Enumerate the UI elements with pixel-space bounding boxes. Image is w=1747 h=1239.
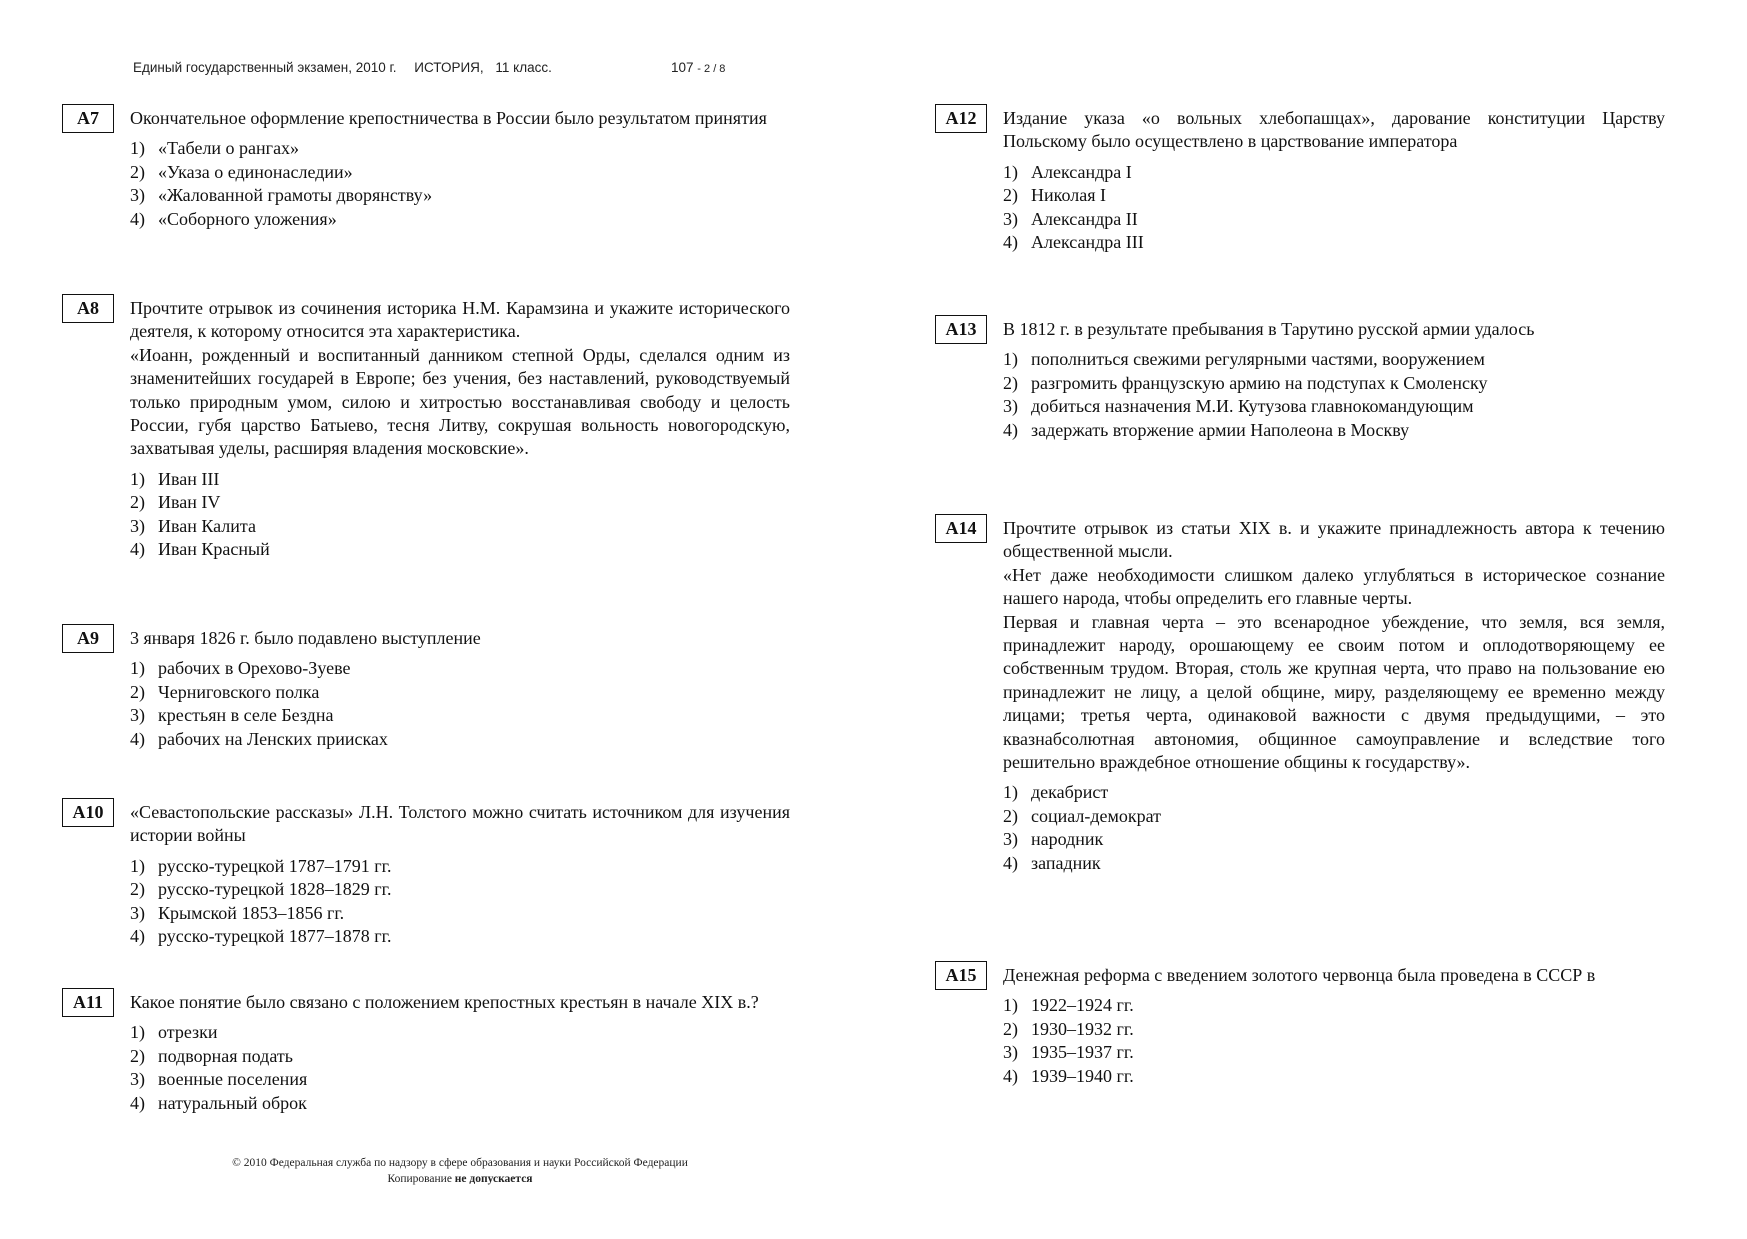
answer-options: [130, 1021, 790, 1115]
answer-option: 2) подворная подать: [130, 1045, 293, 1066]
task-a9: [62, 624, 790, 751]
answer-option: 1) рабочих в Орехово-Зуеве: [130, 658, 351, 679]
answer-option: 1) русско-турецкой 1787–1791 гг.: [130, 855, 392, 876]
question-text: 3 января 1826 г. было подавлено выступление: [130, 628, 481, 648]
task-number: A15: [935, 961, 987, 990]
task-a12: [935, 104, 1665, 254]
question-text: Окончательное оформление крепостничества в России было результатом принятия: [130, 108, 767, 128]
task-number: A9: [62, 624, 114, 653]
task-number: A7: [62, 104, 114, 133]
answer-options: [130, 855, 790, 949]
answer-option: 2) социал-демократ: [1003, 805, 1162, 826]
task-a8: [62, 294, 790, 561]
answer-option: 3) военные поселения: [130, 1069, 308, 1090]
answer-options: [130, 137, 790, 231]
exam-subject: ИСТОРИЯ,: [414, 60, 484, 75]
answer-option: 2) Николая I: [1003, 185, 1106, 206]
answer-option: 3) 1935–1937 гг.: [1003, 1042, 1134, 1063]
answer-option: 4) Александра III: [1003, 232, 1144, 253]
answer-options: [130, 657, 790, 751]
task-a14: [935, 514, 1665, 875]
answer-option: 4) задержать вторжение армии Наполеона в Москву: [1003, 419, 1410, 440]
task-number: A10: [62, 798, 114, 827]
answer-option: 4) «Соборного уложения»: [130, 208, 337, 229]
variant-code: 107: [671, 60, 694, 75]
answer-option: 3) народник: [1003, 829, 1104, 850]
answer-option: 2) «Указа о единонаследии»: [130, 161, 353, 182]
answer-options: [1003, 994, 1665, 1088]
answer-option: 3) крестьян в селе Бездна: [130, 705, 334, 726]
task-a10: [62, 798, 790, 948]
answer-option: 1) декабрист: [1003, 782, 1109, 803]
page-header: [133, 60, 726, 75]
answer-option: 4) западник: [1003, 852, 1101, 873]
answer-option: 1) Иван III: [130, 468, 220, 489]
answer-option: 3) Александра II: [1003, 208, 1138, 229]
answer-option: 3) Крымской 1853–1856 гг.: [130, 902, 345, 923]
answer-option: 2) Иван IV: [130, 492, 221, 513]
answer-option: 1) «Табели о рангах»: [130, 138, 300, 159]
quote-text: «Иоанн, рожденный и воспитанный данником степной Орды, сделался одним из знаменитейших государей в Европе; без учения, без наставлений, руководствуемый только природным умом, силою и хитростью восстанавливая свободу и целость России, губя царство Батыево, тесня Литву, сокрушая вольность новогородскую, захватывая уделы, расширяя владения московские».: [130, 344, 790, 459]
task-a7: [62, 104, 790, 231]
answer-option: 4) натуральный оброк: [130, 1092, 307, 1113]
answer-options: [1003, 161, 1665, 255]
answer-option: 1) Александра I: [1003, 161, 1132, 182]
answer-option: 4) Иван Красный: [130, 539, 270, 560]
question-text: «Севастопольские рассказы» Л.Н. Толстого можно считать источником для изучения истории войны: [130, 802, 790, 846]
answer-option: 1) пополниться свежими регулярными частями, вооружением: [1003, 349, 1485, 370]
task-number: A12: [935, 104, 987, 133]
copy-notice: Копирование не допускается: [387, 1173, 533, 1185]
quote-text-continued: Первая и главная черта – это всенародное убеждение, что земля, вся земля, принадлежит народу, орошающему ее своим потом и оплодотворяющему ее собственным трудом. Вторая, столь же крупная черта, что право на пользование ею принадлежит не лицу, а целой общине, миру, разделяющему ее временно между лицами; третья черта, одинаковой важности с двумя предыдущими, – это квазнабсолютная автономия, общинное самоуправление и вследствие того решительно враждебное отношение общины к государству».: [1003, 611, 1665, 773]
question-text: Издание указа «о вольных хлебопашцах», дарование конституции Царству Польскому было осуществлено в царствование императора: [1003, 108, 1665, 152]
exam-grade: 11 класс.: [495, 60, 552, 75]
answer-option: 2) разгромить французскую армию на подступах к Смоленску: [1003, 372, 1488, 393]
question-text: Прочтите отрывок из статьи XIX в. и укажите принадлежность автора к течению общественной мысли.: [1003, 518, 1665, 562]
task-number: A8: [62, 294, 114, 323]
quote-text: «Нет даже необходимости слишком далеко углубляться в историческое сознание нашего народа, чтобы определить его главные черты.: [1003, 564, 1665, 609]
copyright-line: © 2010 Федеральная служба по надзору в сфере образования и науки Российской Федерации: [232, 1157, 688, 1169]
question-text: В 1812 г. в результате пребывания в Тарутино русской армии удалось: [1003, 319, 1535, 339]
task-a13: [935, 315, 1665, 442]
answer-option: 4) 1939–1940 гг.: [1003, 1065, 1134, 1086]
exam-title: Единый государственный экзамен, 2010 г.: [133, 60, 397, 75]
answer-options: [1003, 781, 1665, 875]
page-footer: [140, 1155, 780, 1187]
answer-option: 2) русско-турецкой 1828–1829 гг.: [130, 879, 392, 900]
answer-option: 3) «Жалованной грамоты дворянству»: [130, 185, 433, 206]
answer-options: [130, 468, 790, 562]
question-text: Прочтите отрывок из сочинения историка Н.М. Карамзина и укажите исторического деятеля, к которому относится эта характеристика.: [130, 298, 790, 342]
task-number: A14: [935, 514, 987, 543]
answer-option: 1) отрезки: [130, 1022, 218, 1043]
question-text: Денежная реформа с введением золотого червонца была проведена в СССР в: [1003, 965, 1596, 985]
answer-option: 2) 1930–1932 гг.: [1003, 1018, 1134, 1039]
answer-option: 3) добиться назначения М.И. Кутузова главнокомандующим: [1003, 396, 1474, 417]
page-counter: - 2 / 8: [697, 63, 726, 75]
task-number: A11: [62, 988, 114, 1017]
question-text: Какое понятие было связано с положением крепостных крестьян в начале XIX в.?: [130, 992, 759, 1012]
answer-options: [1003, 348, 1665, 442]
task-a15: [935, 961, 1665, 1088]
page-number: [671, 60, 725, 75]
answer-option: 4) русско-турецкой 1877–1878 гг.: [130, 926, 392, 947]
answer-option: 1) 1922–1924 гг.: [1003, 995, 1134, 1016]
task-a11: [62, 988, 790, 1115]
answer-option: 3) Иван Калита: [130, 515, 256, 536]
answer-option: 2) Черниговского полка: [130, 681, 320, 702]
task-number: A13: [935, 315, 987, 344]
answer-option: 4) рабочих на Ленских приисках: [130, 728, 388, 749]
